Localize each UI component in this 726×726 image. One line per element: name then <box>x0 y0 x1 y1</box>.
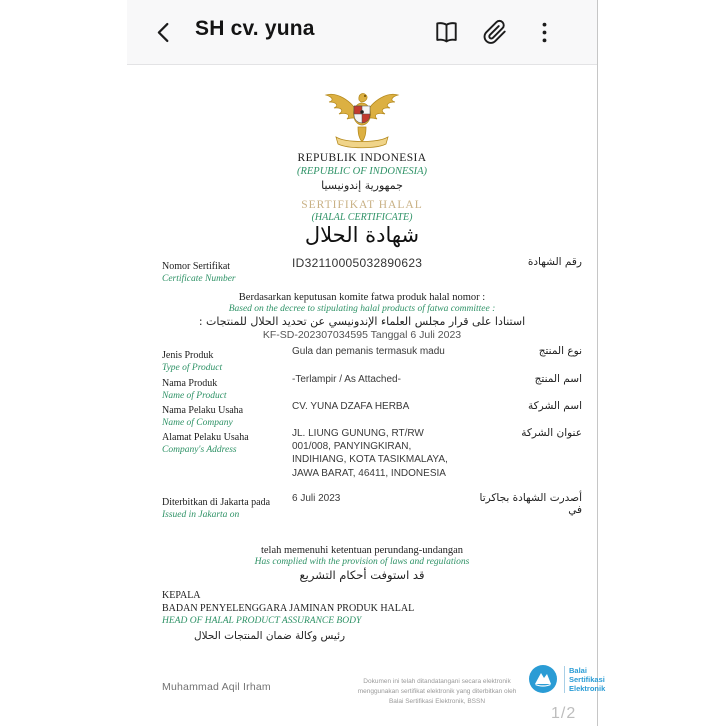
certificate-number-value: ID32110005032890623 <box>292 256 423 270</box>
certificate-number-arabic: رقم الشهادة <box>527 256 582 268</box>
heading-republic-of-indonesia: (REPUBLIC OF INDONESIA) <box>296 166 428 177</box>
compliance-line-en: Has complied with the provision of laws and regulations <box>254 557 470 567</box>
field-label: Diterbitkan di Jakarta pada Issued in Jakarta on <box>162 497 271 520</box>
field-value: CV. YUNA DZAFA HERBA <box>292 401 410 412</box>
decree-line-arabic: استنادا على قرار مجلس العلماء الإندونيسي عن تحديد الحلال للمنتجات : <box>198 315 526 328</box>
signatory-title-en: HEAD OF HALAL PRODUCT ASSURANCE BODY <box>162 616 362 626</box>
decree-number: KF-SD-202307034595 Tanggal 6 Juli 2023 <box>262 329 462 341</box>
certificate-number-label: Nomor Sertifikat Certificate Number <box>162 261 236 284</box>
signatory-title-1: KEPALA <box>162 590 201 601</box>
field-label: Alamat Pelaku Usaha Company's Address <box>162 432 249 455</box>
bsre-logo-icon <box>528 664 558 694</box>
app-bar <box>127 0 597 65</box>
field-value: Gula dan pemanis termasuk madu <box>292 346 445 357</box>
signatory-block <box>162 589 462 642</box>
field-row-company-address <box>162 427 582 480</box>
open-book-icon <box>433 19 460 46</box>
decree-line-en: Based on the decree to stipulating halal products of fatwa committee : <box>228 304 496 314</box>
bsre-label: Balai Sertifikasi Elektronik <box>564 666 596 693</box>
heading-halal-certificate-arabic: شهادة الحلال <box>304 223 420 247</box>
heading-sertifikat-halal: SERTIFIKAT HALAL <box>301 199 423 211</box>
field-label: Nama Produk Name of Product <box>162 378 227 401</box>
overflow-menu-button[interactable] <box>531 19 558 46</box>
electronic-signature-disclaimer: Dokumen ini telah ditandatangani secara elektronik menggunakan sertifikat elektronik yang diterbitkan oleh Balai Sertifikasi Elektronik, BSSN <box>357 678 517 706</box>
appbar-actions <box>433 19 558 46</box>
paperclip-icon <box>482 19 509 46</box>
field-row-name-of-product <box>162 373 582 403</box>
field-row-issued-in-jakarta <box>162 492 582 522</box>
signatory-title-2: BADAN PENYELENGGARA JAMINAN PRODUK HALAL <box>162 603 415 614</box>
page-indicator: 1/2 <box>551 705 577 722</box>
field-label-arabic: أصدرت الشهادة بجاكرتا في <box>479 492 582 516</box>
field-row-type-of-product <box>162 345 582 375</box>
heading-republik-indonesia: REPUBLIK INDONESIA <box>297 152 427 164</box>
field-label: Nama Pelaku Usaha Name of Company <box>162 405 244 428</box>
heading-country-arabic: جمهورية إندونيسيا <box>321 179 403 192</box>
field-value: -Terlampir / As Attached- <box>292 374 401 385</box>
back-chevron-icon <box>151 19 178 46</box>
field-label-arabic: نوع المنتج <box>538 345 582 357</box>
attachment-button[interactable] <box>482 19 509 46</box>
decree-line-id: Berdasarkan keputusan komite fatwa produk halal nomor : <box>238 292 486 303</box>
field-label-arabic: اسم المنتج <box>534 373 582 385</box>
field-label-arabic: اسم الشركة <box>528 400 582 412</box>
field-value: JL. LIUNG GUNUNG, RT/RW 001/008, PANYINGKIRAN, INDIHIANG, KOTA TASIKMALAYA, JAWA BARAT, 46411, INDONESIA <box>292 428 448 479</box>
field-label-arabic: عنوان الشركة <box>521 427 582 439</box>
reader-mode-button[interactable] <box>433 19 460 46</box>
compliance-line-id: telah memenuhi ketentuan perundang-undangan <box>260 545 464 556</box>
field-value: 6 Juli 2023 <box>292 493 341 504</box>
page-title: SH cv. yuna <box>195 17 315 40</box>
signatory-name: Muhammad Aqil Irham <box>162 681 271 693</box>
document-page[interactable] <box>127 65 606 726</box>
certificate-number-row <box>162 256 582 286</box>
compliance-line-arabic: قد استوفت أحكام التشريع <box>299 568 425 582</box>
vertical-ellipsis-icon <box>531 19 558 46</box>
back-button[interactable] <box>151 19 178 46</box>
heading-halal-certificate: (HALAL CERTIFICATE) <box>311 212 413 223</box>
field-row-name-of-company <box>162 400 582 430</box>
phone-screenshot <box>127 0 606 726</box>
garuda-emblem-image <box>321 85 403 154</box>
field-label: Jenis Produk Type of Product <box>162 350 223 373</box>
signatory-title-arabic: رئيس وكالة ضمان المنتجات الحلال <box>194 630 346 643</box>
